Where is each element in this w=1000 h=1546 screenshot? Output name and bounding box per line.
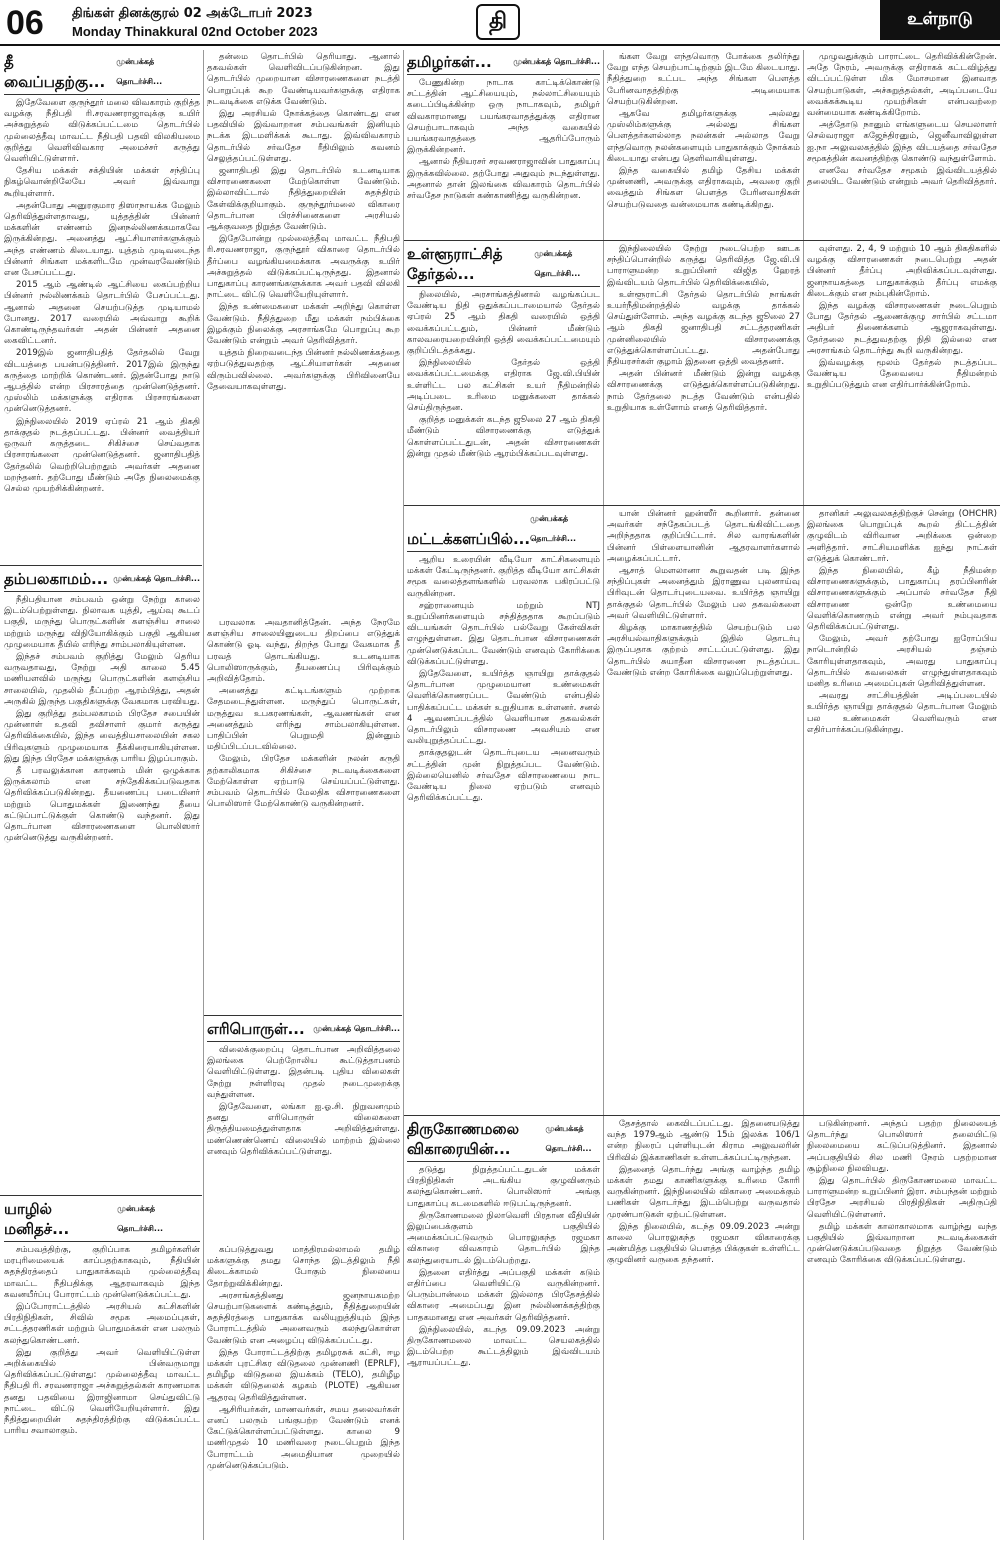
article-headline (4, 52, 200, 95)
article-tamils-col2 (607, 52, 800, 237)
paragraph: இந்த நிலையில், கீழ் நீதிமன்ற விசாரணைகளுக்கும், பாதுகாப்பு தரப்பினரின் விசாரணைகளுக்கும் அப்பால் சர்வதேச நீதி விசாரணை ஒன்றே உண்மையை வெளிக்கொணரும் என்று அவர் நம்புவதாக தெரிவிக்கப்பட்டுள்ளது. (807, 566, 997, 633)
paragraph: அத்தோடு நானும் எங்களுடைய செயலாளர் செல்வராஜா கஜேந்திரனும், ஜெனீவாவிலுள்ள ஐ.நா அலுவலகத்தில் இந்த விடயத்தை சர்வதேச சமூகத்தின் கவனத்திற்கு கொண்டு வந்துள்ளோம். (807, 120, 997, 164)
paragraph: இது குறித்து தம்பலகாமம் பிரதேச சபையின் முன்னாள் உதவி தவிசாளர் குமார் கருத்து தெரிவிக்கையில், இந்த வைத்தியசாலையின் சகல பிரிவுகளும் முழுமையாக தீக்கிரையாகியுள்ளன. இது இந்த பிரதேச மக்களுக்கு பாரிய இழப்பாகும். (4, 709, 200, 764)
paragraph: யுத்தம் நிறைவடைந்த பின்னர் நல்லிணக்கத்தை ஏற்படுத்துவதற்கு ஆட்சியாளர்கள் அதனை விரும்பவில்லை. அவர்களுக்கு பிரிவினையே தேவையாகவுள்ளது. (207, 348, 400, 392)
byline: முன்பக்கத் தொடர்ச்சி... (545, 1124, 592, 1153)
article-fire-col2 (207, 52, 400, 612)
article-jaffna-col2 (207, 1245, 400, 1541)
paragraph: தமிழ் மக்கள் காலாகாலமாக வாழ்ந்து வந்த பகுதியில் இவ்வாறான நடவடிக்கைகள் முன்னெடுக்கப்படுவதை நிறுத்த வேண்டும் எனவும் கோரிக்கை விடுக்கப்பட்டுள்ளது. (807, 1221, 997, 1266)
paragraph: இந்த நிலையில், கடந்த 09.09.2023 அன்று காலை பொரலுகந்த ரஜமகா விகாரைக்கு அண்மித்த பகுதியில் பௌத்த பிக்குகள் உள்ளிட்ட குழுவினர் வருகை தந்தனர். (607, 1221, 800, 1266)
paragraph: இது குறித்து அவர் வெளியிட்டுள்ள அறிக்கையில் பின்வருமாறு தெரிவிக்கப்பட்டுள்ளது: முல்லைத்தீவு மாவட்ட நீதிபதி ரி. சரவணராஜா அச்சுறுத்தல்கள் காரணமாக தனது பதவியை இராஜினாமா செய்துவிட்டு நாட்டை விட்டு வெளியேறியுள்ளார். இது நீதித்துறையின் சுதந்திரத்திற்கு விடுக்கப்பட்ட பாரிய சவாலாகும். (4, 1347, 200, 1437)
article-body (607, 1119, 800, 1267)
paragraph: இப்போராட்டத்தில் அரசியல் கட்சிகளின் பிரதிநிதிகள், சிவில் சமூக அமைப்புகள், சட்டத்தரணிகள் மற்றும் பொதுமக்கள் என பலரும் கலந்துகொண்டனர். (4, 1302, 200, 1346)
column-divider (403, 50, 404, 1540)
article-headline (407, 244, 600, 287)
paragraph: தேசத்தால் கைவிடப்பட்டது. இதனையடுத்து வந்த 1979ஆம் ஆண்டு 15ம் இலக்க 106/1 என்ற நிரைப் புள்ளியுடன் கிராம அலுவலரின் பிரிவில் இக்காணிகள் உள்ளடக்கப்பட்டிருந்தன. (607, 1119, 800, 1163)
article-fire-continued (4, 52, 200, 562)
article-body (4, 595, 200, 844)
paragraph: இதேவேளை, லங்கா ஐ.ஓ.சி. நிறுவனமும் தனது எரிபொருள் விலைகளை திருத்தியமைத்துள்ளதாக அறிவித்துள்ளது. மண்ணெண்ணெய் விலையில் மாற்றம் இல்லை எனவும் தெரிவிக்கப்பட்டுள்ளது. (207, 1102, 400, 1157)
paragraph: சம்பவத்திற்கு, குறிப்பாக தமிழர்களின் மரபுரிமையைக் காப்பதற்காகவும், நீதியின் சுதந்திரத்தைப் பாதுகாக்கவும் முல்லைத்தீவு மாவட்ட நீதிபதிக்கு ஆதரவாகவும் இந்த கவனயீர்ப்பு போராட்டம் முன்னெடுக்கப்பட்டது. (4, 1245, 200, 1300)
paragraph: இந்த வழக்கு விசாரணைகள் நடைபெறும் போது தேர்தல் ஆணைக்குழு சார்பில் சட்டமா அதிபர் திணைக்களம் ஆஜராகவுள்ளது. தேர்தலை நடத்துவதற்கு நிதி இல்லை என அரசாங்கம் தொடர்ந்து கூறி வருகின்றது. (807, 301, 997, 356)
headline-text: மட்டக்களப்பில்... (407, 530, 531, 548)
article-body (607, 244, 800, 414)
paragraph: இந்த உண்மைகளை மக்கள் அறிந்து கொள்ள வேண்டும். நீதித்துறை மீது மக்கள் நம்பிக்கை இழக்கும் நிலைக்கு அரசாங்கமே பொறுப்பு கூற வேண்டும் என்றும் அவர் தெரிவித்தார். (207, 302, 400, 347)
headline-text: திருகோணமலை விகாரையின்... (407, 1120, 520, 1158)
article-tamils-col3 (807, 52, 997, 237)
article-thampalakamam-col2 (207, 618, 400, 1013)
date-english: Monday Thinakkural 02nd October 2023 (72, 24, 318, 39)
paragraph: இது தொடர்பில் திருகோணமலை மாவட்ட பாராளுமன்ற உறுப்பினர் இரா. சம்பந்தன் மற்றும் பிரதேச அரசியல் பிரதிநிதிகள் அதிருப்தி வெளியிட்டுள்ளனர். (807, 1176, 997, 1220)
paragraph: தானிகர் அலுவலகத்திற்குச் சென்று (OHCHR) இலங்கை பொறுப்புக் கூறல் திட்டத்தின் குழுவிடம் விரிவான அறிக்கை ஒன்றை அளித்தார். சாட்சியமளிக்க ஐந்து நாட்கள் எடுத்துக் கொண்டார். (807, 509, 997, 564)
article-batticaloa (407, 509, 600, 1111)
article-body (407, 1165, 600, 1370)
article-local-elections-col3 (807, 244, 997, 502)
paragraph: மேலும், பிரதேச மக்களின் நலன் கருதி தற்காலிகமாக சிகிச்சை நடவடிக்கைகளை மேற்கொள்ள ஏற்பாடு செய்யப்பட்டுள்ளது. சம்பவம் தொடர்பில் மேலதிக விசாரணைகளை பொலிஸார் மேற்கொண்டு வருகின்றனர். (207, 754, 400, 810)
page-number: 06 (6, 4, 44, 42)
article-body (807, 1119, 997, 1267)
article-body (207, 1045, 400, 1158)
article-body (207, 618, 400, 810)
article-headline (407, 1119, 600, 1162)
paragraph: அதன்போது அனுரகுமார திஸாநாயக்க மேலும் தெரிவித்துள்ளதாவது, யுத்தத்தின் பின்னர் மக்களின் எண்ணம் இனநல்லிணக்கமாகவே இருக்கின்றது. அனைத்து ஆட்சியாளர்களுக்கும் அந்த எண்ணம் கிடையாது. யுத்தம் முடிவடைந்த பின்னர் சிங்கள மக்களிடமே முன்வரவேண்டும் என பேசப்பட்டது. (4, 200, 200, 279)
article-body (607, 509, 800, 679)
paragraph: ங்கள வேறு எந்தவொரு போக்கை தலிர்ந்து வேறு எந்த செயற்பாட்டிற்கும் இடமே கிடையாது. நீதித்துறை உட்பட அந்த சிங்கள பௌத்த பேரினவாதத்திற்கு அடிமையாக செயற்படுகின்றன. (607, 52, 800, 107)
paragraph: யான் பின்னர் ஹன்ஸீர் கூறினார். தன்னை அவர்கள் சந்தேகப்படத் தொடங்கிவிட்டதை அறிந்ததாக குறிப்பிட்டார். சில வாரங்களின் பின்னர் பிள்ளையானின் ஆதரவாளர்களால் அழைக்கப்பட்டார். (607, 509, 800, 564)
article-body (807, 244, 997, 392)
section-divider (404, 505, 1000, 506)
article-headline (207, 1019, 400, 1042)
paragraph: இதனை எதிர்த்து அப்பகுதி மக்கள் கடும் எதிர்ப்பை வெளியிட்டு வருகின்றனர். பெரும்பான்மை மக்கள் இல்லாத பிரதேசத்தில் விகாரை அமைப்பது இன நல்லிணக்கத்திற்கு பாதகமானது என அவர்கள் தெரிவித்தனர். (407, 1267, 600, 1323)
column-divider (803, 50, 804, 1540)
paragraph: 2019இல் ஜனாதிபதித் தேர்தலில் வேறு விடயத்தை பயன்படுத்தினர். 2017இல் இருந்து கருத்தை மாற்றிக் கொண்டனர். இதன்போது நாடு ஆபத்தில் என்ற பிரசாரத்தை முன்னெடுத்தனர். முஸ்லிம் மக்களுக்கு எதிராக பிரசாரங்களை முன்னெடுத்தனர். (4, 348, 200, 415)
paragraph: தன்மை தொடர்பில் தெரியாது. ஆனால் தகவல்கள் வெளிவிடப்படுகின்றன. இது தொடர்பில் முறையான விசாரணைகளை நடத்தி பொறுப்புக் கூற வேண்டியவர்களுக்கு எதிராக நடவடிக்கை எடுக்க வேண்டும். (207, 52, 400, 107)
paragraph: இதேபோன்று முல்லைத்தீவு மாவட்ட நீதிபதி ரி.சரவணராஜா, குருந்தூர் விகாரை தொடர்பில் தீர்ப்பை வழங்கியமைக்காக அவருக்கு உயிர் அச்சுறுத்தல் விடுக்கப்பட்டிருந்தது. இதனால் பாதுகாப்பு காரணங்களுக்காக அவர் பதவி விலகி நாட்டை விட்டு வெளியேறியுள்ளார். (207, 234, 400, 301)
paragraph: பேணுகின்ற நாடாக காட்டிக்கொண்டு சட்டத்தின் ஆட்சியையும், நல்லாட்சியையும் கடைப்பிடிக்கின்ற ஒரு நாடாகவும், தமிழர் விவகாரமானது பயங்கரவாதத்துக்கு எதிரான செயற்பாடாகவும் அந்த வகையில் பயங்கரவாதத்தை ஆதரிப்போரும் இருக்கின்றனர். (407, 78, 600, 156)
paragraph: இந்நிலையில் தேர்தல் ஒத்தி வைக்கப்பட்டமைக்கு எதிராக ஜே.வி.பியின் உள்ளிட்ட பல கட்சிகள் உயர் நீதிமன்றில் அடிப்படை உரிமை மனுக்களை தாக்கல் செய்திருந்தன. (407, 358, 600, 414)
article-jaffna-human-chain (4, 1199, 200, 1541)
paragraph: தேசிய மக்கள் சக்தியின் மக்கள் சந்திப்பு நிகழ்வொன்றிலேயே அவர் இவ்வாறு கூறியுள்ளார். (4, 166, 200, 199)
article-body (4, 1245, 200, 1437)
paragraph: ஆனால் நீதியரசர் சரவணராஜாவின் பாதுகாப்பு இருக்கவில்லை. தற்போது அதுவும் நடந்துள்ளது. அதனால் தான் இலங்கை விவகாரம் தொடர்பில் சர்வதேச நாடுகள் கண்காணித்து வருகின்றன. (407, 157, 600, 202)
headline-text: தமிழர்கள்... (407, 53, 492, 71)
article-body (407, 555, 600, 804)
masthead (0, 0, 1000, 46)
headline-text: உள்ளூராட்சித் தேர்தல்... (407, 245, 503, 283)
paragraph: கிழக்கு மாகாணத்தில் செயற்படும் பல அரசியல்வாதிகளுக்கும் இதில் தொடர்பு இருப்பதாக குற்றம் சாட்டப்பட்டுள்ளது. இது தொடர்பில் சுயாதீன விசாரணை நடத்தப்பட வேண்டும் என்ற கோரிக்கை வலுப்பெற்றுள்ளது. (607, 623, 800, 678)
paragraph: வுள்ளது. 2, 4, 9 மற்றும் 10 ஆம் திகதிகளில் வழக்கு விசாரணைகள் நடைபெற்று அதன் பின்னர் தீர்ப்பு அறிவிக்கப்படவுள்ளது. ஜனநாயகத்தை பாதுகாக்கும் தீர்ப்பு எமக்கு கிடைக்கும் என நம்புகின்றோம். (807, 244, 997, 299)
column-divider (203, 50, 204, 1540)
section-divider (404, 1115, 1000, 1116)
paragraph: முழுவதுக்கும் பாராட்டை தெரிவிக்கின்றேன். அதே நேரம், அவருக்கு எதிராகக் கட்டவிழ்த்து விடப்பட்டுள்ள மிக மோசமான இனவாத செயற்பாடுகள், அச்சுறுத்தல்கள், அடிப்படையே வைக்கக்கூடிய முயற்சிகள் என்பவற்றை வன்மையாக கண்டிக்கிறோம். (807, 52, 997, 119)
article-trincomalee-col3 (807, 1119, 997, 1541)
paragraph: நிலையில், அரசாங்கத்தினால் வழங்கப்பட வேண்டிய நிதி ஒதுக்கப்படாமையால் தேர்தல் ஏப்ரல் 25 ஆம் திகதி வரையில் ஒத்தி வைக்கப்பட்டதும், பின்னர் மீண்டும் காலவரையறையின்றி ஒத்தி வைக்கப்பட்டமையும் குறிப்பிடத்தக்கது. (407, 290, 600, 357)
byline: முன்பக்கத் தொடர்ச்சி... (116, 57, 163, 86)
article-body (207, 1245, 400, 1472)
byline: முன்பக்கத் தொடர்ச்சி... (313, 1024, 400, 1033)
byline: முன்பக்கத் தொடர்ச்சி... (534, 249, 581, 278)
article-headline (407, 509, 600, 552)
paragraph: இதனைத் தொடர்ந்து அங்கு வாழ்ந்த தமிழ் மக்கள் தமது காணிகளுக்கு உரிமை கோரி வருகின்றனர். இந்நிலையில் விகாரை அமைக்கும் பணிகள் தொடர்ந்து இடம்பெற்று வருவதால் முரண்பாடுகள் ஏற்பட்டுள்ளன. (607, 1164, 800, 1220)
paragraph: இந்நிலையில், கடந்த 09.09.2023 அன்று திருகோணமலை மாவட்ட செயலகத்தில் இடம்பெற்ற கூட்டத்திலும் இவ்விடயம் ஆராயப்பட்டது. (407, 1324, 600, 1369)
article-thampalakamam (4, 569, 200, 1191)
article-body (407, 78, 600, 202)
article-local-elections (407, 244, 600, 502)
article-batticaloa-col2 (607, 509, 800, 1111)
article-tamils (407, 52, 600, 237)
paragraph: தடுத்து நிறுத்தப்பட்டதுடன் மக்கள் பிரதிநிதிகள் அடங்கிய குழுவினரும் கலந்துகொண்டனர். பொலிஸார் அங்கு பாதுகாப்பு கடமைகளில் ஈடுபட்டிருந்தனர். (407, 1165, 600, 1209)
paragraph: மேலும், அவர் தற்போது ஐரோப்பிய நாடொன்றில் அரசியல் தஞ்சம் கோரியுள்ளதாகவும், அவரது பாதுகாப்பு தொடர்பில் கவலைகள் எழுந்துள்ளதாகவும் மனித உரிமை அமைப்புகள் தெரிவித்துள்ளன. (807, 634, 997, 690)
paragraph: திருகோணமலை நிலாவெளி பிரதான வீதியின் இலுப்பைக்குளம் பகுதியில் அமைக்கப்பட்டுவரும் பொரலுகந்த ரஜமகா விகாரை விவகாரம் தொடர்பில் இந்த கலந்துரையாடல் இடம்பெற்றது. (407, 1210, 600, 1266)
paragraph: ஆகவே தமிழர்களுக்கு அல்லது முஸ்லிம்களுக்கு அல்லது சிங்கள பௌத்தர்களல்லாத நலன்கள் அல்லாத வேறு எந்தவொரு நலன்களையும் பாதுகாக்கும் நோக்கம் கிடையாது என்பது தெளிவாகியுள்ளது. (607, 109, 800, 164)
paragraph: ஆசிரியர்கள், மாணவர்கள், சமய தலைவர்கள் எனப் பலரும் பங்குபற்ற வேண்டும் எனக் கேட்டுக்கொள்ளப்பட்டுள்ளது. காலை 9 மணிமுதல் 10 மணிவரை நடைபெறும் இந்த போராட்டம் அமைதியான முறையில் முன்னெடுக்கப்படும். (207, 1404, 400, 1471)
paragraph: எனவே சர்வதேச சமூகம் இவ்விடயத்தில் தலையிட வேண்டும் என்றும் அவர் தெரிவித்தார். (807, 166, 997, 188)
paragraph: இந்தச் சம்பவம் குறித்து மேலும் தெரிய வருவதாவது, நேற்று அதி காலை 5.45 மணியளவில் மருந்து பொருட்களின் களஞ்சிய சாலையில், முதலில் தீப்பற்ற ஆரம்பித்து, அதன் அருகில் இருந்த பகுதிகளுக்கு வேகமாக பரவியது. (4, 652, 200, 707)
article-headline (4, 1199, 200, 1242)
article-headline (4, 569, 200, 592)
section-divider (404, 240, 1000, 241)
paragraph: இந்நிலையில் 2019 ஏப்ரல் 21 ஆம் திகதி தாக்குதல் நடத்தப்பட்டது. பின்னர் வைத்தியர் ஒருவர் கருத்தடை சிகிச்சை செய்வதாக பிரசாரங்களை முன்னெடுத்தனர். ஜனாதிபதித் தேர்தலில் வெற்றிபெற்றதும் அவர்கள் அதனை மறந்தனர். தற்போது மீண்டும் அதே நிலைமைக்கு செல்ல முயற்சிக்கின்றனர். (4, 416, 200, 494)
paragraph: அரசாங்கத்தினது ஜனநாயகமற்ற செயற்பாடுகளைக் கண்டித்தும், நீதித்துறையின் சுதந்திரத்தை பாதுகாக்க வலியுறுத்தியும் இந்த போராட்டத்தில் அனைவரும் கலந்துகொள்ள வேண்டும் என அழைப்பு விடுக்கப்பட்டது. (207, 1290, 400, 1346)
article-body (607, 52, 800, 211)
article-batticaloa-col3 (807, 509, 997, 1111)
paragraph: கப்படுத்துவது மாத்திரமல்லாமல் தமிழ் மக்களுக்கு தமது சொந்த இடத்திலும் நீதி கிடைக்காமல் போகும் நிலையை தோற்றுவிக்கின்றது. (207, 1245, 400, 1289)
article-body (407, 290, 600, 460)
paragraph: அதன் பின்னர் மீண்டும் இன்று வழக்கு விசாரணைக்கு எடுத்துக்கொள்ளப்படுகின்றது. நாம் தேர்தலை நடத்த வேண்டும் என்பதில் உறுதியாக உள்ளோம் எனத் தெரிவித்தார். (607, 369, 800, 413)
paragraph: படுகின்றனர். அந்தப் பதற்ற நிலையைத் தொடர்ந்து பொலிஸார் தலையிட்டு நிலைமையை கட்டுப்படுத்தினர். இதனால் அப்பகுதியில் சில மணி நேரம் பதற்றமான சூழ்நிலை நிலவியது. (807, 1119, 997, 1174)
article-fuel (207, 1019, 400, 1239)
article-body (4, 98, 200, 495)
paragraph: குறித்த மனுக்கள் கடந்த ஜூலை 27 ஆம் திகதி மீண்டும் விசாரணைக்கு எடுத்துக் கொள்ளப்பட்டதுடன், அதன் விசாரணைகள் இன்று முதல் மீண்டும் ஆரம்பிக்கப்படவுள்ளது. (407, 415, 600, 459)
paragraph: அனைத்து கட்டிடங்களும் முற்றாக சேதமடைந்துள்ளன. மருந்துப் பொருட்கள், மருத்துவ உபகரணங்கள், ஆவணங்கள் என அனைத்தும் எரிந்து சாம்பலாகியுள்ளன. பாதிப்பின் பெறுமதி இன்னும் மதிப்பிடப்படவில்லை. (207, 686, 400, 753)
paragraph: ஆறிய உரையின் வீடியோ காட்சிகளையும் மக்கள் கேட்டிருந்தனர். குறித்த வீடியோ காட்சிகள் சமூக வலைத்தளங்களில் பரவலாக பகிரப்பட்டு வருகின்றன. (407, 555, 600, 599)
byline: முன்பக்கத் தொடர்ச்சி... (513, 57, 600, 66)
paragraph: தாக்குதலுடன் தொடர்புடைய அனைவரும் சட்டத்தின் முன் நிறுத்தப்பட வேண்டும். இல்லையெனில் சர்வதேச விசாரணையை நாட வேண்டிய நிலை ஏற்படும் எனவும் தெரிவிக்கப்பட்டது. (407, 748, 600, 804)
byline: முன்பக்கத் தொடர்ச்சி... (117, 1204, 164, 1233)
paragraph: இதேவேளை, உயிர்த்த ஞாயிறு தாக்குதல் தொடர்பான முழுமையான உண்மைகள் வெளிக்கொணரப்பட வேண்டும் என்பதில் பாதிக்கப்பட்ட மக்கள் உறுதியாக உள்ளனர். சனல் 4 ஆவணப்படத்தில் வெளியான தகவல்கள் தொடர்பிலும் விசாரணை அவசியம் என வலியுறுத்தப்பட்டது. (407, 669, 600, 747)
byline: முன்பக்கத் தொடர்ச்சி... (530, 514, 577, 543)
paragraph: பரவலாக அவதானித்தேன். அந்த நேரமே களஞ்சிய சாலையினுடைய திறப்பை எடுத்துக் கொண்டு ஓடி வந்து, திறந்த போது வேகமாக தீ பரவத் தொடங்கியது. உடனடியாக பொலிஸாருக்கும், தீயணைப்பு பிரிவுக்கும் அறிவித்தோம். (207, 618, 400, 685)
article-headline (407, 52, 600, 75)
paragraph: இந்த போராட்டத்திற்கு தமிழரசுக் கட்சி, ஈழ மக்கள் புரட்சிகர விடுதலை முன்னணி (EPRLF), தமிழீழ விடுதலை இயக்கம் (TELO), தமிழீழ மக்கள் விடுதலைக் கழகம் (PLOTE) ஆகியன ஆதரவு தெரிவித்துள்ளன. (207, 1347, 400, 1403)
byline: முன்பக்கத் தொடர்ச்சி... (113, 574, 200, 583)
section-label: உள்நாடு (880, 0, 1000, 40)
section-divider (0, 1195, 202, 1196)
paragraph: 2015 ஆம் ஆண்டில் ஆட்சியை கைப்பற்றிய பின்னர் நல்லிணக்கம் தொடர்பில் பேசப்பட்டது. ஆனால் அதனை செயற்படுத்த முடியாமல் போனது. 2017 வரையில் அவ்வாறு கூறிக் கொண்டிருந்தவர்கள் அதன் பின்னர் அதனை கைவிட்டனர். (4, 280, 200, 347)
section-divider (204, 1015, 402, 1016)
paragraph: உள்ளூராட்சி தேர்தல் தொடர்பில் நாங்கள் உயர்நீதிமன்றத்தில் வழக்கு தாக்கல் செய்துள்ளோம். அந்த வழக்கு கடந்த ஜூலை 27 ஆம் திகதி ஜனாதிபதி சட்டத்தரணிகள் முன்னிலையில் விசாரணைக்கு எடுத்துக்கொள்ளப்பட்டது. அதன்போது நீதியரசர்கள் குழாம் இதனை ஒத்தி வைத்தனர். (607, 289, 800, 368)
headline-text: தீ வைப்பதற்கு... (4, 53, 106, 91)
paragraph: இது அரசியல் நோக்கத்தை கொண்டது என பதவியில் இவ்வாறான சம்பவங்கள் இனியும் நடக்க இடமளிக்கக் கூடாது. இவ்விவகாரம் தொடர்பில் சர்வதேச ரீதியிலும் கவனம் செலுத்தப்பட்டுள்ளது. (207, 109, 400, 164)
article-trincomalee-col2 (607, 1119, 800, 1541)
article-body (207, 52, 400, 393)
paragraph: விலைக்குறைப்பு தொடர்பான அறிவித்தலை இலங்கை பெற்றோலிய கூட்டுத்தாபனம் வெளியிட்டுள்ளது. இதன்படி புதிய விலைகள் நேற்று நள்ளிரவு முதல் நடைமுறைக்கு வந்துள்ளன. (207, 1045, 400, 1100)
paragraph: இந்நிலையில் நேற்று நடைபெற்ற ஊடக சந்திப்பொன்றில் கருத்து தெரிவித்த ஜே.வி.பி பாராளுமன்ற உறுப்பினர் விஜித ஹேரத் இவ்விடயம் தொடர்பில் தெரிவிக்கையில், (607, 244, 800, 288)
headline-text: தம்பலகாமம்... (4, 570, 109, 588)
paragraph: நீதிபதியான சம்பவம் ஒன்று நேற்று காலை இடம்பெற்றுள்ளது. நிலாவக யுத்தி, ஆய்வு கூடப் பகுதி, மருந்து பொருட்களின் களஞ்சிய சாலை மற்றும் மருந்து விநியோகிக்கும் பகுதி ஆகியன முழுமையாக தீயில் எரிந்து சாம்பலாகியுள்ளன. (4, 595, 200, 650)
paragraph: ஜனாதிபதி இது தொடர்பில் உடனடியாக விசாரணைகளை மேற்கொள்ள வேண்டும். இல்லாவிட்டால் நீதித்துறையின் சுதந்திரம் கேள்விக்குறியாகும். குருந்தூர்மலை விகாரை தொடர்பான பிரச்சினைகளை அரசியல் ஆக்குவதை நிறுத்த வேண்டும். (207, 166, 400, 233)
article-body (807, 52, 997, 188)
article-body (807, 509, 997, 736)
column-divider (603, 50, 604, 1540)
newspaper-logo: தி (476, 4, 520, 40)
paragraph: ஆசாத் மௌலானா கூறுவதன் படி இந்த சந்திப்புகள் அனைத்தும் இராணுவ புலனாய்வு பிரிவுடன் தொடர்புடையவை. உயிர்த்த ஞாயிறு தாக்குதல் தொடர்பில் மேலும் பல தகவல்களை அவர் வெளியிட்டுள்ளார். (607, 566, 800, 621)
date-tamil: திங்கள் தினக்குரல் 02 அக்டோபர் 2023 (72, 6, 313, 21)
paragraph: அவரது சாட்சியத்தின் அடிப்படையில் உயிர்த்த ஞாயிறு தாக்குதல் தொடர்பான மேலும் பல உண்மைகள் வெளிவரும் என எதிர்பார்க்கப்படுகின்றது. (807, 691, 997, 735)
headline-text: எரிபொருள்... (207, 1020, 305, 1038)
paragraph: தீ பரவலுக்கான காரணம் மின் ஒழுக்காக இருக்கலாம் என சந்தேகிக்கப்படுவதாக தெரிவிக்கப்படுகின்றது. தீயணைப்பு படையினர் மற்றும் பொதுமக்கள் இணைந்து தீயை கட்டுப்பாட்டுக்குள் கொண்டு வந்தனர். இது தொடர்பான விசாரணைகளை பொலிஸார் முன்னெடுத்து வருகின்றனர். (4, 766, 200, 844)
paragraph: இவ்வழக்கு மூலம் தேர்தல் நடத்தப்பட வேண்டிய தேவையை நீதிமன்றம் உறுதிப்படுத்தும் என எதிர்பார்க்கின்றோம். (807, 358, 997, 391)
section-divider (0, 565, 202, 566)
paragraph: இதேவேளை குருந்தூர் மலை விவகாரம் குறித்த வழக்கு நீதிபதி ரி.சரவணராஜாவுக்கு உயிர் அச்சுறுத்தல் விடுக்கப்பட்டமை தொடர்பில் முல்லைத்தீவு மாவட்ட நீதிபதி பதவி விலகியமை குறித்து வெளிவிவகார அமைச்சர் கருத்து வெளியிட்டுள்ளார். (4, 98, 200, 165)
paragraph: இந்த வகையில் தமிழ் தேசிய மக்கள் முன்னணி, அவருக்கு எதிராகவும், அவரை குறி வைத்தும் சிங்கள பௌத்த பேரினவாதிகள் செயற்படுவதை வன்மையாக கண்டிக்கிறது. (607, 166, 800, 210)
article-local-elections-col2 (607, 244, 800, 502)
headline-text: யாழில் மனிதச்... (4, 1200, 70, 1238)
paragraph: சஹ்ரானையும் மற்றும் NTJ உறுப்பினர்களையும் சந்தித்ததாக கூறப்படும் விடயங்கள் தொடர்பில் பல்வேறு கேள்விகள் எழுந்துள்ளன. இது தொடர்பான விசாரணைகள் முன்னெடுக்கப்பட வேண்டும் எனவும் கோரிக்கை விடுக்கப்பட்டுள்ளது. (407, 600, 600, 667)
article-trincomalee-temple (407, 1119, 600, 1541)
